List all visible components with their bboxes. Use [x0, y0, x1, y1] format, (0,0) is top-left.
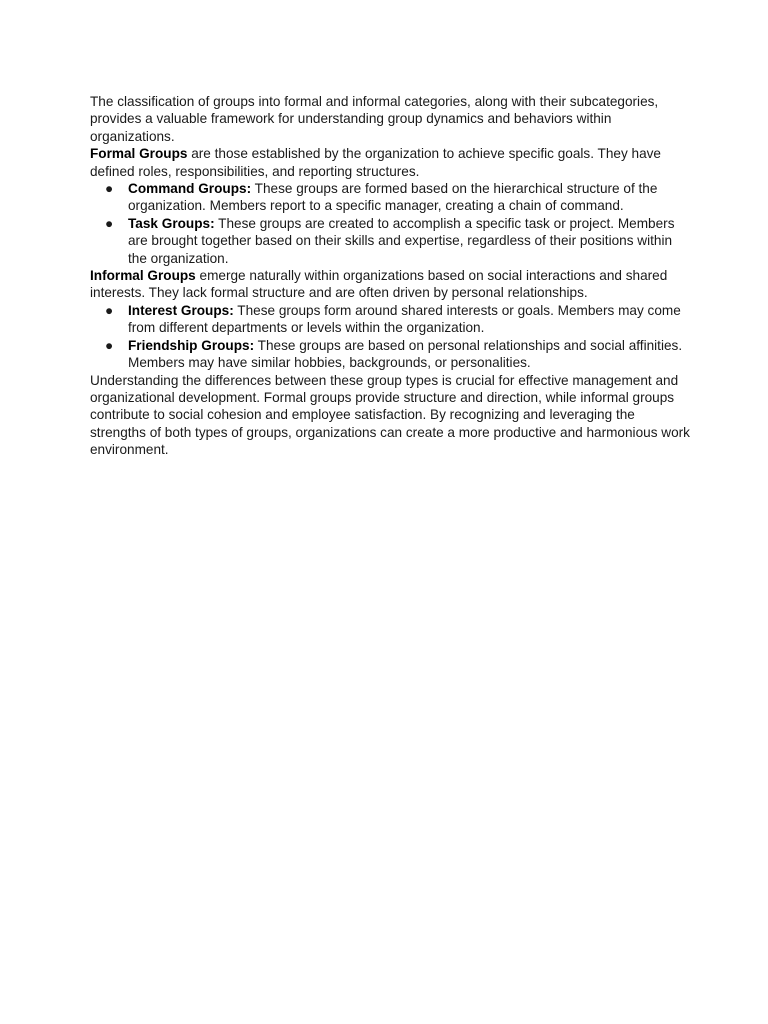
informal-groups-list [90, 302, 690, 372]
bullet-icon: ● [105, 337, 114, 353]
bullet-icon: ● [105, 215, 114, 231]
list-item-task-groups [105, 215, 690, 267]
formal-groups-term: Formal Groups [90, 146, 188, 162]
informal-groups-text: emerge naturally within organizations based on social interactions and shared interests. They lack formal structure and are often driven by personal relationships. [90, 268, 668, 301]
formal-groups-text: are those established by the organization to achieve specific goals. They have defined roles, responsibilities, and reporting structures. [90, 146, 661, 179]
conclusion-paragraph: Understanding the differences between these group types is crucial for effective management and organizational development. Formal groups provide structure and direction, while informal groups contribute to social cohesion and employee satisfaction. By recognizing and leveraging the strengths of both types of groups, organizations can create a more productive and harmonious work environment. [90, 372, 690, 458]
list-item-friendship-groups [105, 337, 690, 372]
document-body [90, 93, 690, 459]
command-groups-text: These groups are formed based on the hierarchical structure of the organization. Members report to a specific manager, creating a chain of command. [128, 181, 658, 214]
friendship-groups-text: These groups are based on personal relationships and social affinities. Members may have similar hobbies, backgrounds, or personalities. [128, 337, 683, 371]
command-groups-term: Command Groups: [128, 181, 252, 197]
formal-groups-list [90, 180, 690, 267]
formal-groups-paragraph [90, 145, 690, 180]
bullet-icon: ● [105, 302, 114, 318]
informal-groups-term: Informal Groups [90, 268, 196, 284]
bullet-icon: ● [105, 181, 114, 197]
list-item-command-groups [105, 180, 690, 215]
interest-groups-text: These groups form around shared interests or goals. Members may come from different departments or levels within the organization. [128, 302, 681, 336]
informal-groups-paragraph [90, 267, 690, 302]
task-groups-text: These groups are created to accomplish a specific task or project. Members are brought together based on their skills and expertise, regardless of their positions within the organization. [128, 215, 675, 266]
interest-groups-term: Interest Groups: [128, 302, 234, 318]
friendship-groups-term: Friendship Groups: [128, 337, 255, 353]
list-item-interest-groups [105, 302, 690, 337]
intro-paragraph: The classification of groups into formal and informal categories, along with their subcategories, provides a valuable framework for understanding group dynamics and behaviors within organizations. [90, 94, 659, 144]
task-groups-term: Task Groups: [128, 215, 215, 231]
